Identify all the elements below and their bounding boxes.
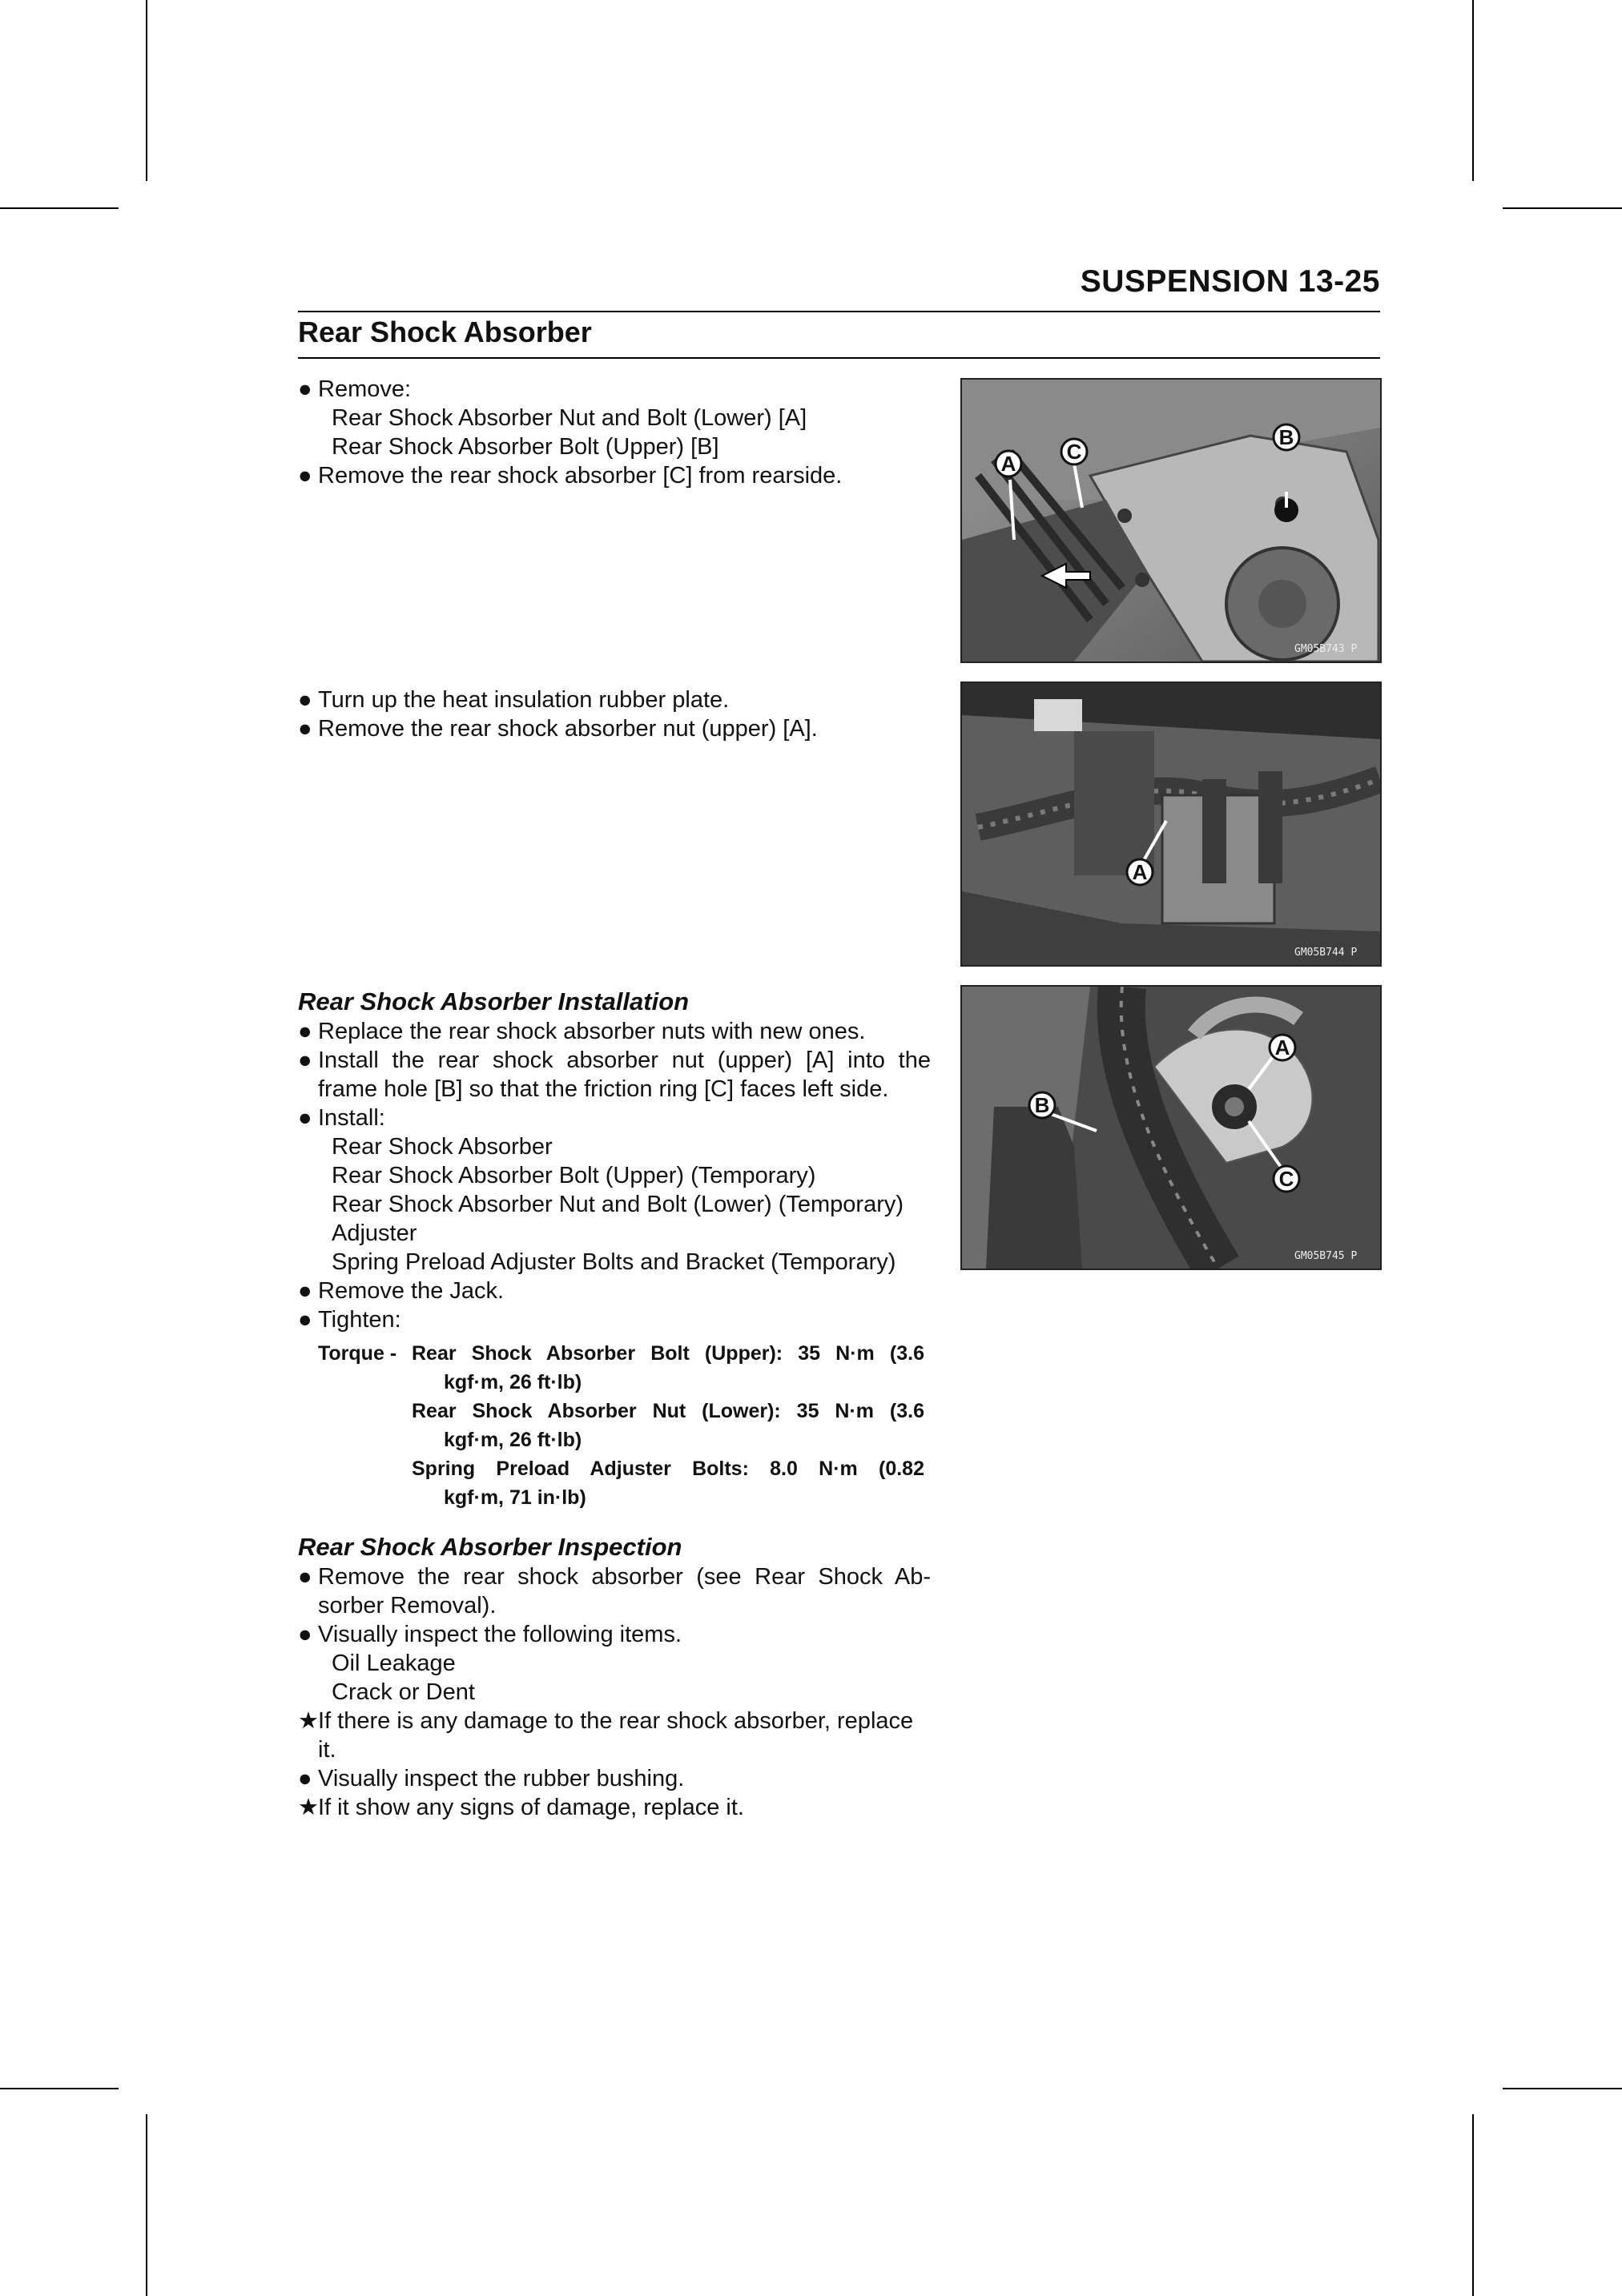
bullet-mark: ● (298, 1307, 312, 1333)
bullet-step: ● Remove the rear shock absorber (see Rear Shock Ab- sorber Removal). (298, 1564, 931, 1618)
crop-mark (146, 0, 147, 181)
torque-value: kgf·m, 71 in·lb) (444, 1486, 586, 1509)
bullet-mark: ● (298, 463, 312, 489)
section-title: Rear Shock Absorber (298, 316, 592, 348)
torque-value: kgf·m, 26 ft·lb) (444, 1371, 582, 1393)
bullet-mark: ● (298, 1278, 312, 1304)
bullet-step: ● Install: (298, 1105, 385, 1131)
photo-upper-nut (960, 682, 1382, 967)
callout-c: C (1278, 1167, 1294, 1191)
callout-b: B (1278, 425, 1294, 449)
crop-mark (146, 2114, 147, 2296)
crop-mark (1503, 207, 1622, 209)
bullet-mark: ● (298, 1766, 312, 1791)
removal-steps-2 (298, 686, 931, 743)
torque-value: Rear Shock Absorber Nut (Lower): 35 N·m (3.6 (412, 1400, 924, 1422)
figure-code: GM05B744 P (1294, 947, 1358, 959)
crop-mark (1503, 2088, 1622, 2089)
callout-a: A (1132, 860, 1148, 884)
bullet-mark: ● (298, 1105, 312, 1131)
torque-label: Torque - (318, 1342, 397, 1365)
list-item: Rear Shock Absorber Nut and Bolt (Lower) [A] (332, 405, 807, 431)
crop-mark (0, 2088, 119, 2089)
conditional-step: ★ If it show any signs of damage, replace it. (298, 1795, 744, 1820)
callout-c: C (1066, 440, 1082, 464)
bullet-step: ● Visually inspect the following items. (298, 1622, 682, 1647)
bullet-step: ● Install the rear shock absorber nut (upper) [A] into the frame hole [B] so that the friction ring [C] faces left side. (298, 1047, 931, 1102)
installation-section (298, 987, 931, 1512)
bullet-step: ● Visually inspect the rubber bushing. (298, 1766, 685, 1791)
conditional-step: ★ If there is any damage to the rear shock absorber, replace it. (298, 1708, 914, 1763)
bullet-mark: ● (298, 1019, 312, 1044)
subsection-title: Rear Shock Absorber Inspection (298, 1533, 682, 1561)
bullet-mark: ● (298, 376, 312, 402)
list-item: Oil Leakage (332, 1651, 456, 1676)
list-item: Spring Preload Adjuster Bolts and Bracket (Temporary) (332, 1249, 896, 1275)
bullet-mark: ● (298, 687, 312, 713)
bullet-step: ● Remove the rear shock absorber nut (upper) [A]. (298, 716, 818, 742)
torque-value: kgf·m, 26 ft·lb) (444, 1429, 582, 1451)
inspection-section (298, 1532, 931, 1822)
bullet-mark: ● (298, 1047, 312, 1073)
callout-b: B (1034, 1093, 1050, 1117)
bullet-step: ● Remove the rear shock absorber [C] from rearside. (298, 463, 843, 489)
subsection-title: Rear Shock Absorber Installation (298, 987, 690, 1015)
list-item: Adjuster (332, 1220, 417, 1246)
crop-mark (1472, 0, 1474, 181)
bullet-step: ● Tighten: (298, 1307, 401, 1333)
crop-mark (0, 207, 119, 209)
page-header: SUSPENSION 13-25 (1080, 264, 1380, 299)
list-item: Crack or Dent (332, 1679, 475, 1705)
bullet-mark: ● (298, 716, 312, 742)
torque-value: Rear Shock Absorber Bolt (Upper): 35 N·m (3.6 (412, 1342, 924, 1365)
bullet-mark: ● (298, 1622, 312, 1647)
star-mark: ★ (298, 1795, 319, 1820)
bullet-step: ● Replace the rear shock absorber nuts with new ones. (298, 1019, 866, 1044)
figure-code: GM05B743 P (1294, 643, 1358, 655)
photo-figure (962, 987, 1380, 1269)
photo-figure (962, 380, 1380, 661)
photo-nut-installation (960, 985, 1382, 1270)
list-item: Rear Shock Absorber Bolt (Upper) (Temporary) (332, 1163, 816, 1188)
figure-code: GM05B745 P (1294, 1250, 1358, 1262)
bullet-step: ● Remove: (298, 376, 412, 402)
list-item: Rear Shock Absorber (332, 1134, 553, 1160)
photo-figure (962, 683, 1380, 965)
list-item: Rear Shock Absorber Nut and Bolt (Lower) (Temporary) (332, 1192, 904, 1217)
star-mark: ★ (298, 1708, 319, 1734)
removal-steps (298, 375, 931, 490)
header-rule (298, 311, 1380, 312)
torque-value: Spring Preload Adjuster Bolts: 8.0 N·m (0.82 (412, 1458, 924, 1480)
callout-a: A (1274, 1035, 1290, 1060)
bullet-mark: ● (298, 1564, 312, 1590)
bullet-step: ● Remove the Jack. (298, 1278, 505, 1304)
crop-mark (1472, 2114, 1474, 2296)
callout-a: A (1000, 452, 1016, 476)
photo-shock-absorber-mounting (960, 378, 1382, 663)
list-item: Rear Shock Absorber Bolt (Upper) [B] (332, 434, 719, 460)
bullet-step: ● Turn up the heat insulation rubber plate. (298, 687, 730, 713)
section-rule (298, 357, 1380, 359)
torque-spec (298, 1339, 931, 1512)
